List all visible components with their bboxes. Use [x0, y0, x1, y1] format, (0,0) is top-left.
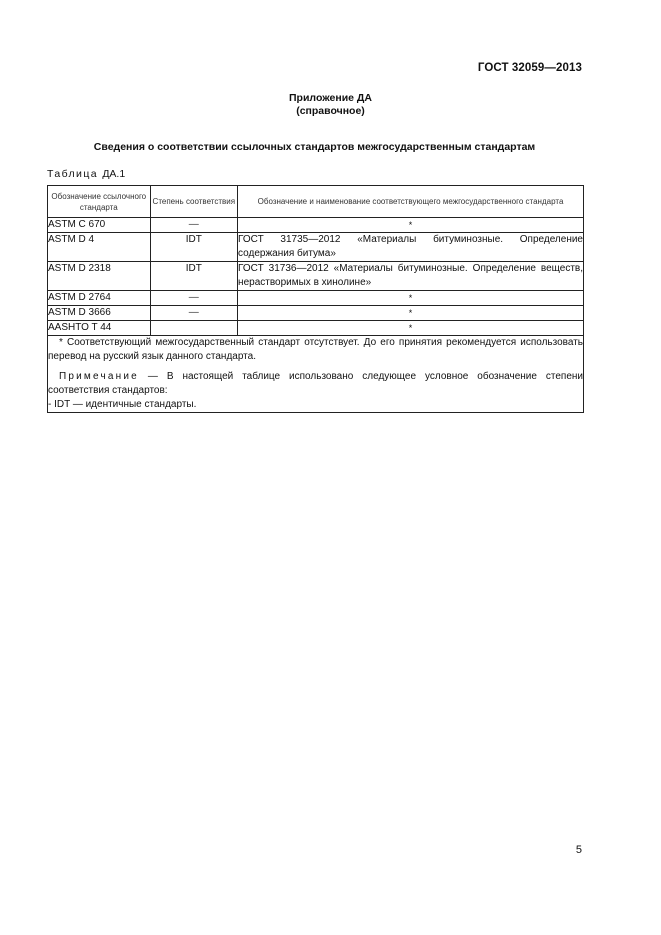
cell-interstate-standard: ГОСТ 31736—2012 «Материалы битуминозные. Определение веществ, нерастворимых в хинолине»: [238, 262, 584, 291]
cell-reference: ASTM D 3666: [48, 306, 151, 321]
cell-reference: ASTM D 4: [48, 233, 151, 262]
cell-interstate-standard: *: [238, 218, 584, 233]
note-text: — В настоящей таблице использовано следующее условное обозначение степени соответствия стандартов:: [48, 371, 583, 396]
table-row: [48, 262, 584, 291]
note: [48, 370, 583, 398]
table-row: [48, 233, 584, 262]
cell-reference: ASTM D 2764: [48, 291, 151, 306]
table-row: [48, 218, 584, 233]
cell-degree: IDT: [150, 262, 237, 291]
appendix-heading: [0, 92, 661, 118]
cell-reference: ASTM D 2318: [48, 262, 151, 291]
table-caption-number: ДА.1: [102, 168, 126, 180]
table-notes-row: [48, 336, 584, 413]
table-row: [48, 321, 584, 336]
header-reference-standard: Обозначение ссылочного стандарта: [48, 186, 151, 218]
cell-degree: —: [150, 218, 237, 233]
table-notes: [48, 336, 584, 413]
document-id: ГОСТ 32059—2013: [477, 62, 582, 74]
appendix-subtitle: (справочное): [296, 105, 365, 117]
table-header-row: [48, 186, 584, 218]
cell-reference: AASHTO T 44: [48, 321, 151, 336]
cell-interstate-standard: ГОСТ 31735—2012 «Материалы битуминозные. Определение содержания битума»: [238, 233, 584, 262]
cell-interstate-standard: *: [238, 306, 584, 321]
footnote: * Соответствующий межгосударственный стандарт отсутствует. До его принятия рекомендуется использовать перевод на русский язык данного стандарта.: [48, 337, 583, 362]
cell-reference: ASTM C 670: [48, 218, 151, 233]
table-row: [48, 291, 584, 306]
cell-degree: —: [150, 291, 237, 306]
cell-interstate-standard: *: [238, 291, 584, 306]
cell-interstate-standard: *: [238, 321, 584, 336]
header-interstate-standard: Обозначение и наименование соответствующего межгосударственного стандарта: [238, 186, 584, 218]
note-legend: - IDT — идентичные стандарты.: [48, 399, 197, 410]
cell-degree: —: [150, 306, 237, 321]
page-number: 5: [575, 844, 582, 856]
cell-degree: [150, 321, 237, 336]
table-row: [48, 306, 584, 321]
note-label: Примечание: [59, 371, 139, 382]
correspondence-table: [47, 185, 584, 413]
header-degree: Степень соответствия: [150, 186, 237, 218]
appendix-title: Приложение ДА: [289, 92, 372, 104]
cell-degree: IDT: [150, 233, 237, 262]
table-caption-word: Таблица: [47, 168, 98, 180]
table-caption: [47, 168, 125, 180]
section-title: Сведения о соответствии ссылочных стандартов межгосударственным стандартам: [93, 141, 536, 153]
